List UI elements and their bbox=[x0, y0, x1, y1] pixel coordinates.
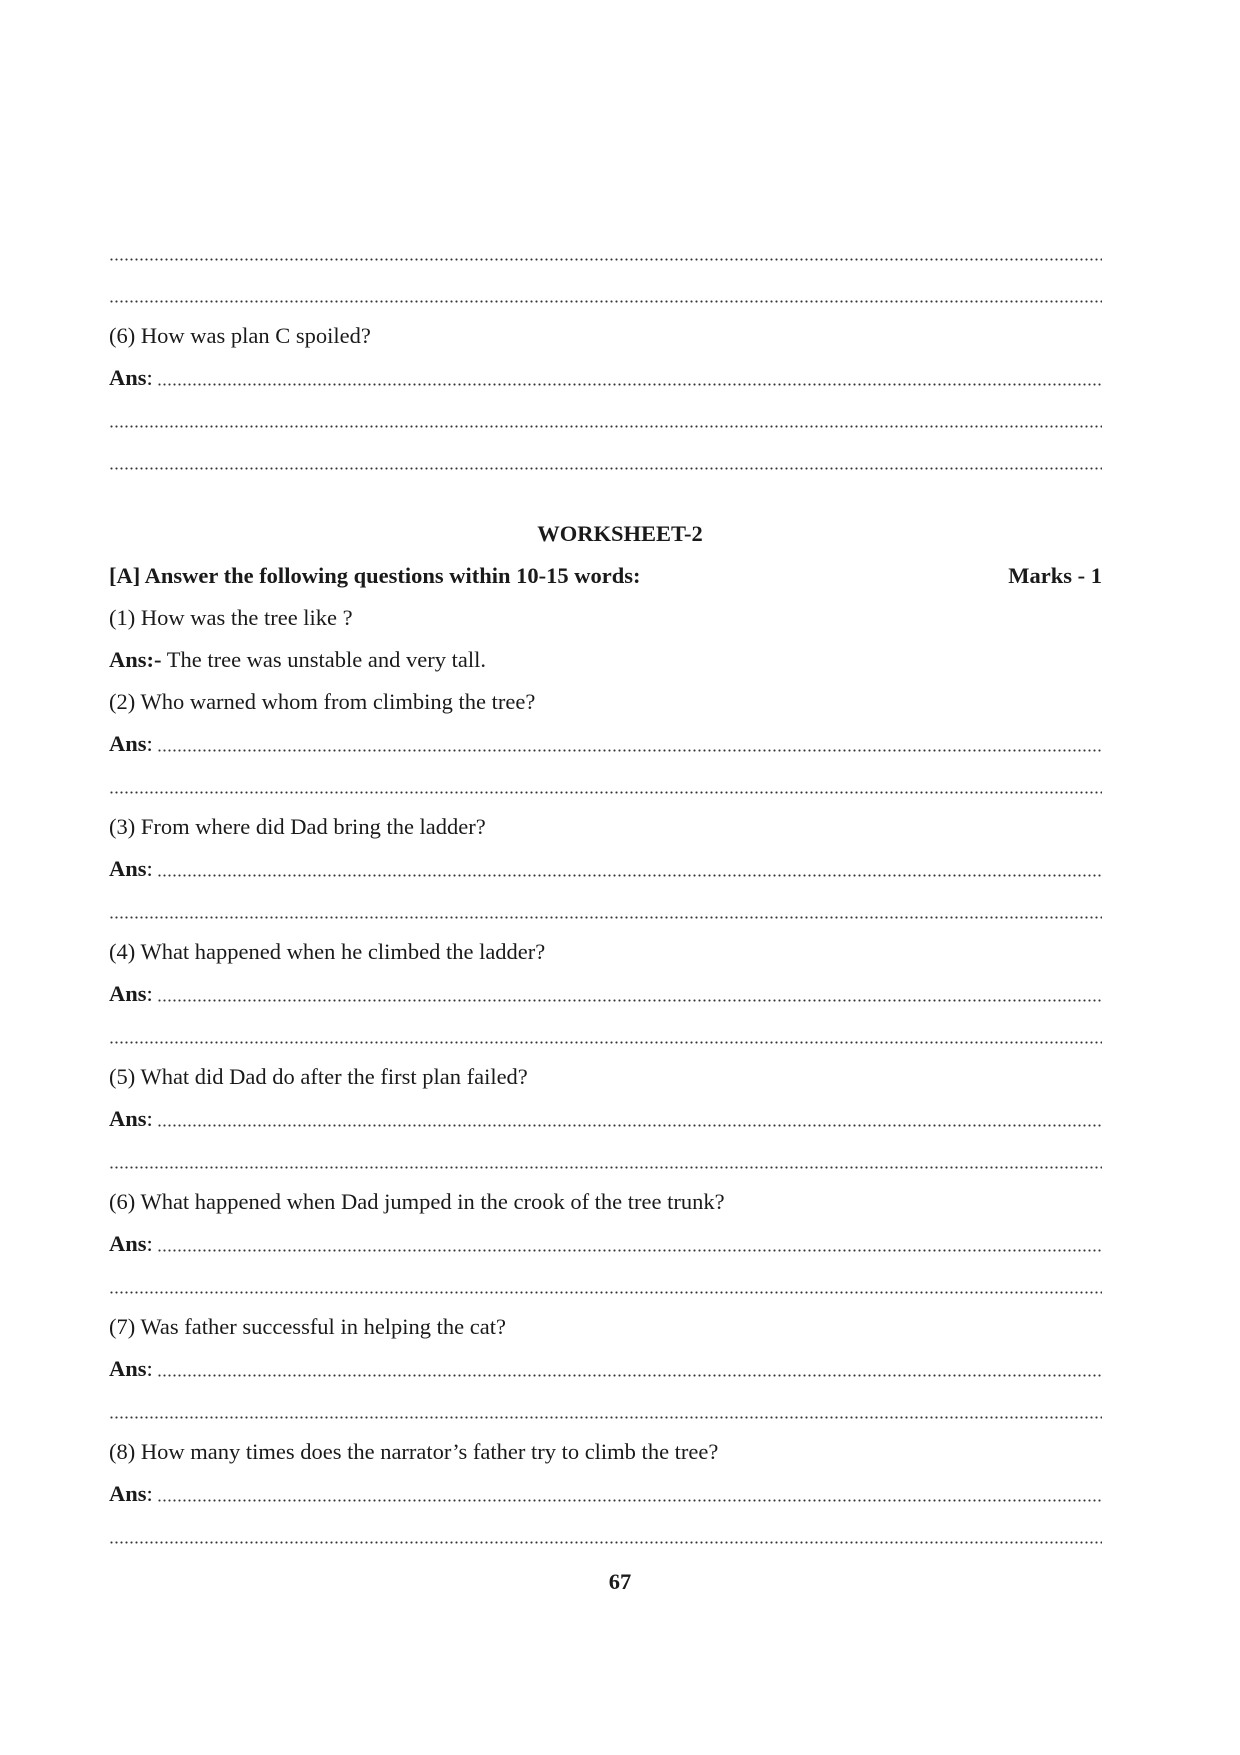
answer-line bbox=[109, 1416, 1102, 1419]
answer-line bbox=[109, 467, 1102, 470]
answer-line bbox=[109, 1041, 1102, 1044]
answer-line bbox=[109, 258, 1102, 261]
answer-line bbox=[157, 383, 1102, 386]
answer-label: Ans: bbox=[109, 365, 153, 390]
answer-line bbox=[157, 999, 1102, 1002]
question-text: (8) How many times does the narrator’s father try to climb the tree? bbox=[109, 1439, 719, 1464]
answer-text-row bbox=[109, 646, 486, 674]
answer-label: Ans: bbox=[109, 1231, 153, 1256]
answer-text: The tree was unstable and very tall. bbox=[161, 647, 486, 672]
marks-label: Marks - 1 bbox=[1008, 563, 1102, 588]
answer-row bbox=[109, 980, 1102, 1008]
answer-label: Ans: bbox=[109, 981, 153, 1006]
answer-label: Ans: bbox=[109, 1481, 153, 1506]
answer-line bbox=[157, 1374, 1102, 1377]
section-instruction: [A] Answer the following questions within 10-15 words: bbox=[109, 563, 641, 588]
answer-row bbox=[109, 1105, 1102, 1133]
question-text: (5) What did Dad do after the first plan failed? bbox=[109, 1064, 528, 1089]
answer-row bbox=[109, 855, 1102, 883]
answer-row bbox=[109, 364, 1102, 392]
worksheet-title: WORKSHEET-2 bbox=[537, 521, 703, 546]
answer-line bbox=[157, 749, 1102, 752]
answer-label: Ans:- bbox=[109, 647, 162, 672]
question-text: (4) What happened when he climbed the ladder? bbox=[109, 939, 546, 964]
answer-label: Ans: bbox=[109, 856, 153, 881]
answer-line bbox=[157, 874, 1102, 877]
question-text: (6) What happened when Dad jumped in the crook of the tree trunk? bbox=[109, 1189, 725, 1214]
answer-line bbox=[109, 791, 1102, 794]
answer-label: Ans: bbox=[109, 1106, 153, 1131]
answer-line bbox=[157, 1499, 1102, 1502]
answer-row bbox=[109, 730, 1102, 758]
question-text: (3) From where did Dad bring the ladder? bbox=[109, 814, 486, 839]
answer-line bbox=[109, 1541, 1102, 1544]
answer-row bbox=[109, 1230, 1102, 1258]
answer-row bbox=[109, 1480, 1102, 1508]
page-number: 67 bbox=[608, 1569, 632, 1594]
answer-label: Ans: bbox=[109, 731, 153, 756]
answer-line bbox=[157, 1124, 1102, 1127]
question-text: (1) How was the tree like ? bbox=[109, 605, 353, 630]
answer-line bbox=[109, 1166, 1102, 1169]
question-text: (7) Was father successful in helping the cat? bbox=[109, 1314, 507, 1339]
answer-line bbox=[109, 916, 1102, 919]
answer-label: Ans: bbox=[109, 1356, 153, 1381]
question-text: (2) Who warned whom from climbing the tree? bbox=[109, 689, 536, 714]
answer-line bbox=[109, 425, 1102, 428]
answer-line bbox=[157, 1249, 1102, 1252]
answer-row bbox=[109, 1355, 1102, 1383]
question-text: (6) How was plan C spoiled? bbox=[109, 323, 371, 348]
answer-line bbox=[109, 1291, 1102, 1294]
answer-line bbox=[109, 300, 1102, 303]
